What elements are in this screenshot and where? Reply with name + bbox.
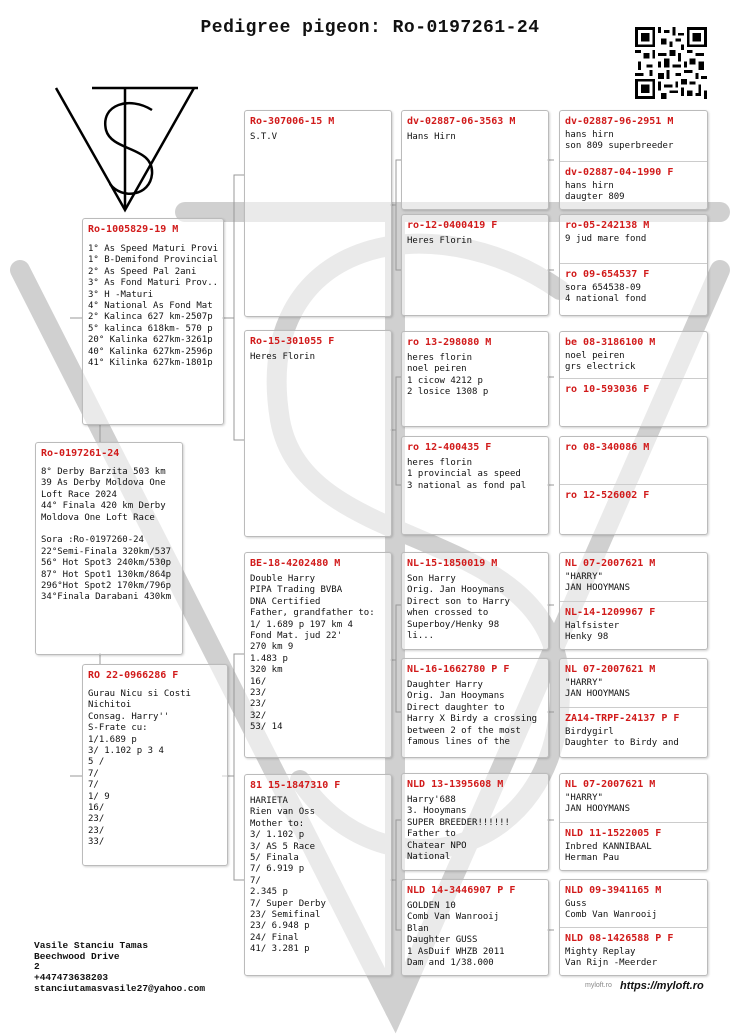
gen4-pair-card[interactable] (559, 879, 708, 976)
sire-card[interactable] (82, 218, 224, 425)
gen4-details: Halfsister Henky 98 (565, 621, 620, 643)
gen3-card[interactable] (401, 773, 549, 871)
gen4-ring: NL 07-2007621 M (565, 779, 656, 790)
gen2-details: Double Harry PIPA Trading BVBA DNA Certified Father, grandfather to: 1/ 1.689 p 197 km 4 Fond Mat. jud 22' 270 km 9 1.483 p 320 km 16/ 23/ 23/ 32/ 53/ 14 (250, 574, 375, 733)
owner-street: Beechwood Drive (34, 950, 120, 962)
owner-number: 2 (34, 961, 40, 973)
gen3-details: Son Harry Orig. Jan Hooymans Direct son to Harry when crossed to Superboy/Henky 98 li... (407, 574, 510, 642)
gen4-details: "HARRY" JAN HOOYMANS (565, 572, 631, 594)
gen3-details: GOLDEN 10 Comb Van Wanrooij Blan Daughter GUSS 1 AsDuif WHZB 2011 Dam and 1/38.000 (407, 901, 505, 969)
gen2-card[interactable] (244, 552, 392, 758)
dam-ring: RO 22-0966286 F (88, 670, 179, 681)
gen3-card[interactable] (401, 658, 549, 758)
gen4-ring: NLD 08-1426588 P F (565, 933, 674, 944)
gen4-details: hans hirn son 809 superbreeder (565, 130, 674, 152)
gen4-pair-card[interactable] (559, 552, 708, 650)
owner-email[interactable]: stanciutamasvasile27@yahoo.com (34, 982, 206, 994)
gen4-ring: ZA14-TRPF-24137 P F (565, 713, 680, 724)
gen4-details: Inbred KANNIBAAL Herman Pau (565, 842, 652, 864)
dam-card[interactable] (82, 664, 228, 866)
gen4-ring: ro-05-242138 M (565, 220, 650, 231)
gen4-details: Guss Comb Van Wanrooij (565, 899, 658, 921)
gen4-pair-card[interactable] (559, 658, 708, 758)
gen4-ring: ro 09-654537 F (565, 269, 650, 280)
subject-ring: Ro-0197261-24 (41, 448, 120, 459)
gen3-ring: ro-12-0400419 F (407, 220, 498, 231)
gen3-card[interactable] (401, 331, 549, 427)
gen4-ring: NLD 09-3941165 M (565, 885, 662, 896)
gen2-card[interactable] (244, 110, 392, 317)
gen4-ring: ro 10-593036 F (565, 384, 650, 395)
gen4-ring: dv-02887-96-2951 M (565, 116, 674, 127)
gen4-ring: ro 08-340086 M (565, 442, 650, 453)
gen3-card[interactable] (401, 436, 549, 535)
gen4-details: noel peiren grs electrick (565, 351, 636, 373)
subject-card[interactable] (35, 442, 183, 655)
gen3-ring: NLD 13-1395608 M (407, 779, 504, 790)
gen4-details: "HARRY" JAN HOOYMANS (565, 793, 631, 815)
gen4-details: hans hirn daugter 809 (565, 181, 625, 203)
sire-ring: Ro-1005829-19 M (88, 224, 179, 235)
gen4-details: sora 654538-09 4 national fond (565, 283, 647, 305)
gen3-details: heres florin noel peiren 1 cicow 4212 p 2 losice 1308 p (407, 353, 489, 398)
owner-info (34, 941, 205, 995)
gen4-ring: NL 07-2007621 M (565, 558, 656, 569)
gen4-details: "HARRY" JAN HOOYMANS (565, 678, 631, 700)
gen2-ring: Ro-307006-15 M (250, 116, 335, 127)
gen3-card[interactable] (401, 879, 549, 976)
gen3-card[interactable] (401, 110, 549, 210)
sire-details: 1° As Speed Maturi Provi 1° B-Demifond Provincial 2° As Speed Pal 2ani 3° As Fond Maturi Prov.. 3° H -Maturi 4° National As Fond Mat 2° Kalinca 627 km-2507p 5° kalinca 618km- 570 p 20° Kalinka 627km-3261p 40° Kalinka 627km-2596p 41° Kilinka 627km-1801p (88, 244, 219, 369)
site-link[interactable]: https://myloft.ro (620, 980, 704, 992)
gen3-details: Daughter Harry Orig. Jan Hooymans Direct daughter to Harry X Birdy a crossing between 2 of the most famous lines of the (407, 680, 538, 748)
gen4-pair-card[interactable] (559, 214, 708, 316)
gen2-ring: Ro-15-301055 F (250, 336, 335, 347)
dam-details: Gurau Nicu si Costi Nichitoi Consag. Harry'' S-Frate cu: 1/1.689 p 3/ 1.102 p 3 4 5 / 7/ 7/ 1/ 9 16/ 23/ 23/ 33/ (88, 689, 191, 848)
gen2-card[interactable] (244, 330, 392, 537)
gen2-ring: BE-18-4202480 M (250, 558, 341, 569)
gen3-ring: NLD 14-3446907 P F (407, 885, 516, 896)
page-title: Pedigree pigeon: Ro-0197261-24 (200, 18, 540, 38)
gen3-ring: NL-16-1662780 P F (407, 664, 510, 675)
gen3-details: heres florin 1 provincial as speed 3 national as fond pal (407, 458, 527, 491)
gen3-details: Heres Florin (407, 236, 473, 246)
gen3-ring: ro 12-400435 F (407, 442, 492, 453)
subject-details: 8° Derby Barzita 503 km 39 As Derby Moldova One Loft Race 2024 44° Finala 420 km Derby Moldova One Loft Race Sora :Ro-0197260-24 22°Semi-Finala 320km/537 56° Hot Spot3 240km/530p 87° Hot Spot1 130km/864p 296°Hot Spot2 170km/796p 34°Finala Darabani 430km (41, 467, 172, 603)
gen3-details: Hans Hirn (407, 132, 456, 142)
gen2-ring: 81 15-1847310 F (250, 780, 341, 791)
gen4-ring: NLD 11-1522005 F (565, 828, 662, 839)
gen3-card[interactable] (401, 552, 549, 650)
gen2-details: HARIETA Rien van Oss Mother to: 3/ 1.102 p 3/ AS 5 Race 5/ Finala 7/ 6.919 p 7/ 2.345 p 7/ Super Derby 23/ Semifinal 23/ 6.948 p 24/ Final 41/ 3.281 p (250, 796, 326, 955)
gen2-details: Heres Florin (250, 352, 316, 362)
gen4-pair-card[interactable] (559, 436, 708, 535)
gen2-card[interactable] (244, 774, 392, 976)
gen3-details: Harry'688 3. Hooymans SUPER BREEDER!!!!!! Father to Chatear NPO National (407, 795, 510, 863)
gen4-ring: dv-02887-04-1990 F (565, 167, 674, 178)
gen4-details: Birdygirl Daughter to Birdy and (565, 727, 679, 749)
owner-phone: +447473638203 (34, 972, 109, 984)
gen4-pair-card[interactable] (559, 773, 708, 871)
gen3-ring: ro 13-298080 M (407, 337, 492, 348)
myloft-mark: myloft.ro (585, 982, 612, 989)
gen4-ring: ro 12-526002 F (565, 490, 650, 501)
gen4-ring: NL-14-1209967 F (565, 607, 656, 618)
gen4-ring: NL 07-2007621 M (565, 664, 656, 675)
gen4-details: 9 jud mare fond (565, 234, 647, 244)
owner-name: Vasile Stanciu Tamas (34, 940, 149, 951)
gen4-pair-card[interactable] (559, 110, 708, 210)
gen4-ring: be 08-3186100 M (565, 337, 656, 348)
gen3-ring: dv-02887-06-3563 M (407, 116, 516, 127)
gen3-card[interactable] (401, 214, 549, 316)
gen4-pair-card[interactable] (559, 331, 708, 427)
gen3-ring: NL-15-1850019 M (407, 558, 498, 569)
gen2-details: S.T.V (250, 132, 278, 142)
gen4-details: Mighty Replay Van Rijn -Meerder (565, 947, 658, 969)
